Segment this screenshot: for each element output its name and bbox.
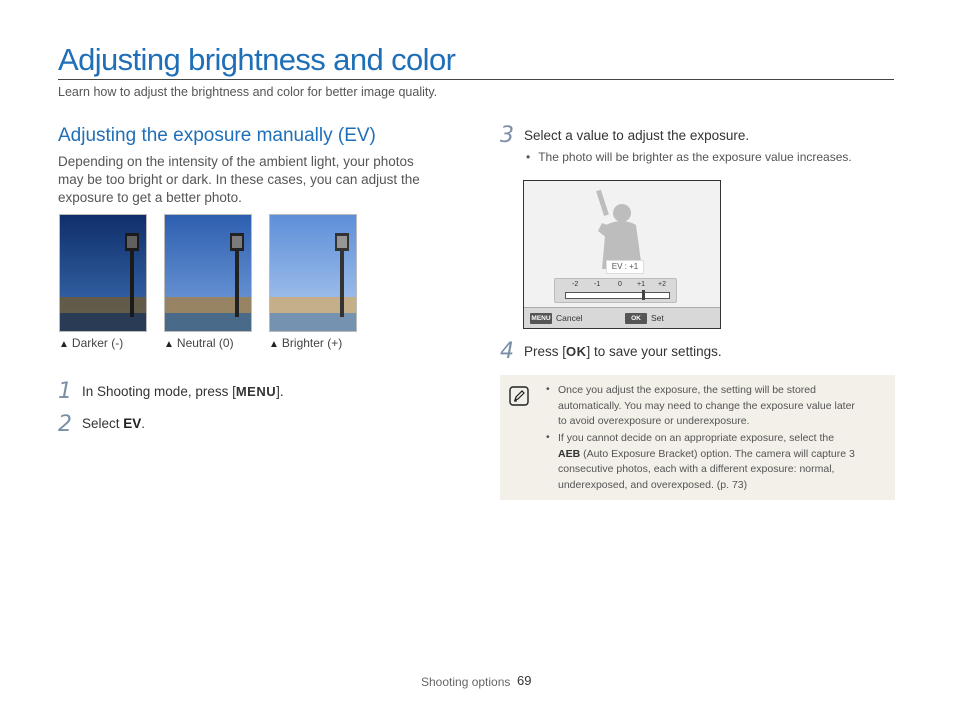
step-2-text: Select EV. bbox=[82, 416, 146, 431]
photo-neutral bbox=[164, 214, 252, 332]
photo-caption-neutral: ▲ Neutral (0) bbox=[164, 336, 234, 350]
cancel-label: Cancel bbox=[556, 313, 583, 323]
camera-screen-footer bbox=[524, 307, 720, 329]
step-4-text: Press [OK] to save your settings. bbox=[524, 344, 722, 359]
ok-key-icon: OK bbox=[566, 344, 587, 359]
note-bullet-2: If you cannot decide on an appropriate exposure, select the AEB (Auto Exposure Bracket) option. The camera will capture 3 consecutive photos, each with a different exposure: normal, underexposed, and overexposed. (p. 73) bbox=[558, 432, 855, 491]
step-1-text: In Shooting mode, press [MENU]. bbox=[82, 384, 284, 399]
ok-key-icon: OK bbox=[625, 313, 647, 324]
ev-scale-label: +2 bbox=[658, 281, 666, 288]
set-label: Set bbox=[651, 313, 664, 323]
ev-slider-track[interactable] bbox=[565, 292, 670, 299]
page-title: Adjusting brightness and color bbox=[58, 42, 456, 77]
ev-scale-label: -1 bbox=[594, 281, 601, 288]
photo-caption-brighter: ▲ Brighter (+) bbox=[269, 336, 343, 350]
step-number-1: 1 bbox=[58, 379, 72, 404]
page-subtitle: Learn how to adjust the brightness and color for better image quality. bbox=[58, 85, 438, 99]
photo-darker bbox=[59, 214, 147, 332]
photo-brighter bbox=[269, 214, 357, 332]
ev-scale-label: +1 bbox=[637, 281, 645, 288]
step-3-bullet: • The photo will be brighter as the exposure value increases. bbox=[526, 150, 852, 164]
note-pencil-icon bbox=[509, 386, 529, 406]
step-number-2: 2 bbox=[58, 412, 72, 437]
ev-scale-label: -2 bbox=[572, 281, 579, 288]
ev-slider-panel bbox=[554, 278, 677, 303]
title-divider bbox=[58, 79, 894, 80]
camera-screen bbox=[523, 180, 721, 329]
ev-scale-label: 0 bbox=[618, 281, 622, 288]
ev-slider-handle[interactable] bbox=[642, 290, 645, 300]
ev-value-label: EV : +1 bbox=[606, 260, 644, 274]
step-number-4: 4 bbox=[500, 339, 514, 364]
triangle-up-icon: ▲ bbox=[269, 339, 279, 350]
step-number-3: 3 bbox=[500, 123, 514, 148]
person-silhouette-icon bbox=[584, 187, 654, 269]
note-bullet-1: Once you adjust the exposure, the setting will be stored automatically. You may need to change the exposure value later to avoid overexposure or underexposure. bbox=[558, 384, 855, 427]
menu-key-icon: MENU bbox=[235, 384, 277, 399]
section-intro: Depending on the intensity of the ambient light, your photos may be too bright or dark. In these cases, you can adjust the exposure to get a better photo. bbox=[58, 154, 420, 205]
aeb-option: AEB bbox=[558, 447, 581, 460]
triangle-up-icon: ▲ bbox=[164, 339, 174, 350]
photo-caption-darker: ▲ Darker (-) bbox=[59, 336, 124, 350]
footer-section-label: Shooting options bbox=[421, 675, 511, 689]
section-heading: Adjusting the exposure manually (EV) bbox=[58, 125, 376, 146]
menu-key-icon: MENU bbox=[531, 315, 551, 322]
note-box: • Once you adjust the exposure, the setting will be stored automatically. You may need to change the exposure value later to avoid overexposure or underexposure. • If you cannot decide on an appropriate exposure, select the AEB (Auto Exposure Bracket) option. The camera will capture 3 consecutive photos, each with a different exposure: normal, underexposed, and overexposed. (p. 73) bbox=[500, 375, 895, 500]
page-number: 69 bbox=[517, 673, 532, 688]
step-3-text: Select a value to adjust the exposure. bbox=[524, 128, 750, 143]
ev-option: EV bbox=[123, 416, 142, 431]
triangle-up-icon: ▲ bbox=[59, 339, 69, 350]
